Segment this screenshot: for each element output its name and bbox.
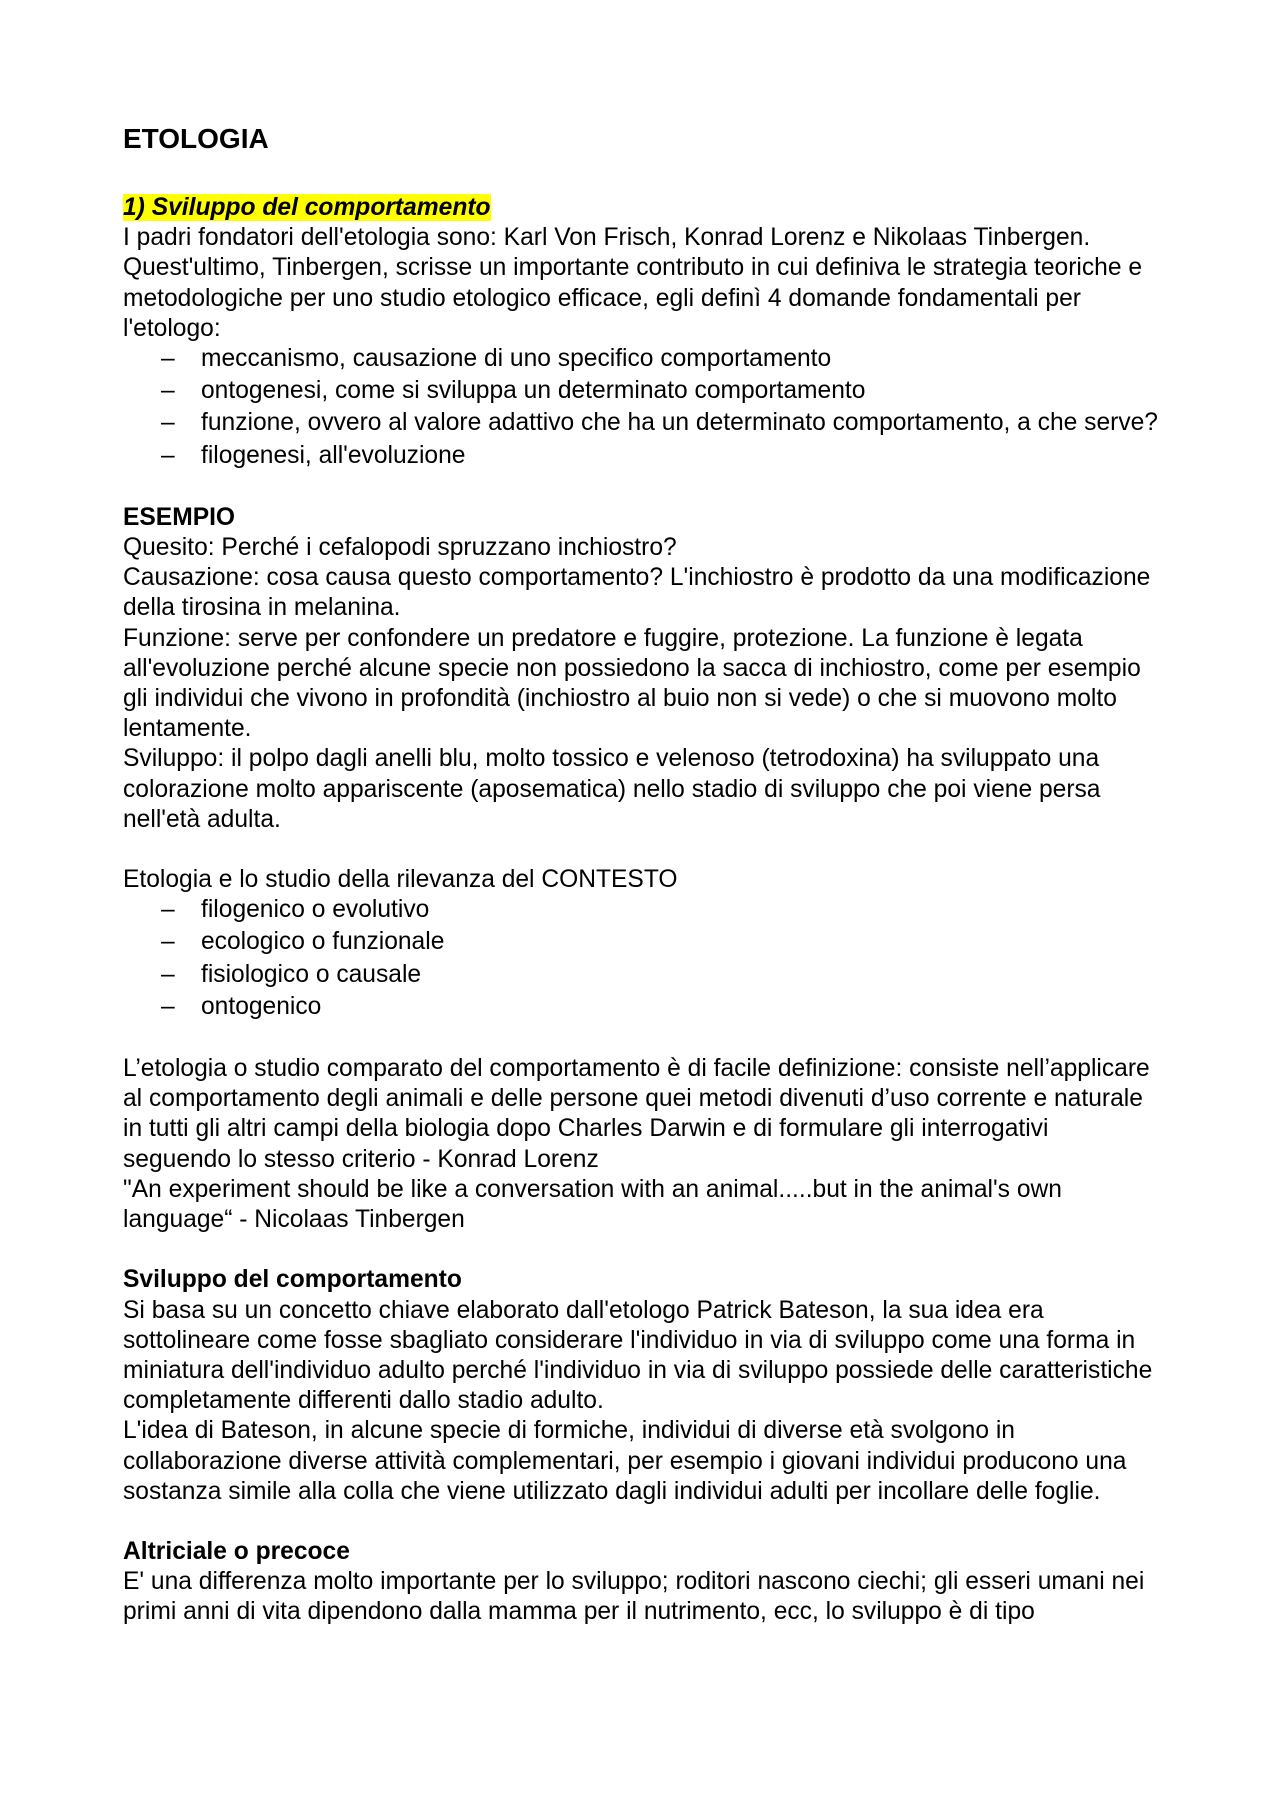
- list-item-text: ontogenesi, come si sviluppa un determinato comportamento: [201, 377, 866, 405]
- tinbergen-quote: "An experiment should be like a conversation with an animal.....but in the animal's own language“ - Nicolaas Tinbergen: [123, 1175, 1062, 1234]
- dash-marker: –: [161, 377, 175, 405]
- altricial-paragraph: E' una differenza molto importante per lo sviluppo; roditori nascono ciechi; gli esseri umani nei primi anni di vita dipendono dalla mamma per il nutrimento, ecc, lo sviluppo è di tipo: [123, 1568, 1145, 1626]
- example-causazione: Causazione: cosa causa questo comportamento? L'inchiostro è prodotto da una modificazione della tirosina in melanina.: [123, 564, 1151, 622]
- quotes-section: [123, 1054, 1163, 1235]
- context-list: [123, 895, 1163, 1022]
- list-item: [161, 927, 1163, 957]
- lorenz-quote: L’etologia o studio comparato del comportamento è di facile definizione: consiste nell’applicare al comportamento degli animali e delle persone quei metodi divenuti d’uso corrente e naturale in tutti gli altri campi della biologia dopo Charles Darwin e di formulare gli interrogativi seguendo lo stesso criterio - Konrad Lorenz: [123, 1055, 1150, 1173]
- list-item-text: ecologico o funzionale: [201, 928, 445, 956]
- list-item: [161, 895, 1163, 925]
- altricial-section: [123, 1537, 1163, 1628]
- development-section: [123, 1265, 1163, 1507]
- list-item-text: funzione, ovvero al valore adattivo che ha un determinato comportamento, a che serve?: [201, 409, 1158, 437]
- list-item-text: ontogenico: [201, 992, 322, 1020]
- example-section: [123, 503, 1163, 835]
- list-item: [161, 992, 1163, 1022]
- example-sviluppo: Sviluppo: il polpo dagli anelli blu, molto tossico e velenoso (tetrodoxina) ha sviluppato una colorazione molto appariscente (aposematica) nello stadio di sviluppo che poi viene persa nell'età adulta.: [123, 745, 1101, 833]
- list-item: [161, 344, 1163, 374]
- example-quesito: Quesito: Perché i cefalopodi spruzzano inchiostro?: [123, 534, 677, 562]
- dash-marker: –: [161, 960, 175, 988]
- dash-marker: –: [161, 928, 175, 956]
- list-item: [161, 408, 1163, 438]
- development-paragraph-1: Si basa su un concetto chiave elaborato dall'etologo Patrick Bateson, la sua idea era sottolineare come fosse sbagliato considerare l'individuo in via di sviluppo come una forma in miniatura dell'individuo adulto perché l'individuo in via di sviluppo possiede delle caratteristiche completamente differenti dallo stadio adulto.: [123, 1296, 1153, 1415]
- list-item: [161, 376, 1163, 406]
- document-title: ETOLOGIA: [123, 123, 269, 154]
- list-item-text: meccanismo, causazione di uno specifico comportamento: [201, 345, 832, 373]
- section-1: [123, 193, 1163, 471]
- section-1-heading: 1) Sviluppo del comportamento: [123, 194, 491, 221]
- example-heading: ESEMPIO: [123, 503, 236, 531]
- list-item: [161, 441, 1163, 471]
- dash-marker: –: [161, 409, 175, 437]
- dash-marker: –: [161, 441, 175, 469]
- list-item-text: filogenesi, all'evoluzione: [201, 441, 466, 469]
- dash-marker: –: [161, 345, 175, 373]
- dash-marker: –: [161, 896, 175, 924]
- development-heading: Sviluppo del comportamento: [123, 1266, 462, 1294]
- tinbergen-questions-list: [123, 344, 1163, 471]
- dash-marker: –: [161, 992, 175, 1020]
- list-item: [161, 960, 1163, 990]
- context-section: [123, 865, 1163, 1022]
- altricial-heading: Altriciale o precoce: [123, 1537, 350, 1565]
- development-paragraph-2: L'idea di Bateson, in alcune specie di formiche, individui di diverse età svolgono in collaborazione diverse attività complementari, per esempio i giovani individui producono una sostanza simile alla colla che viene utilizzato dagli individui adulti per incollare delle foglie.: [123, 1417, 1127, 1505]
- list-item-text: filogenico o evolutivo: [201, 896, 430, 924]
- document-page: [123, 122, 1163, 1628]
- context-intro: Etologia e lo studio della rilevanza del CONTESTO: [123, 866, 678, 894]
- section-1-intro: I padri fondatori dell'etologia sono: Karl Von Frisch, Konrad Lorenz e Nikolaas Tinbergen. Quest'ultimo, Tinbergen, scrisse un importante contributo in cui definiva le strategia teoriche e metodologiche per uno studio etologico efficace, egli definì 4 domande fondamentali per l'etologo:: [123, 224, 1143, 342]
- example-funzione: Funzione: serve per confondere un predatore e fuggire, protezione. La funzione è legata all'evoluzione perché alcune specie non possiedono la sacca di inchiostro, come per esempio gli individui che vivono in profondità (inchiostro al buio non si vede) o che si muovono molto lentamente.: [123, 624, 1141, 743]
- list-item-text: fisiologico o causale: [201, 960, 422, 988]
